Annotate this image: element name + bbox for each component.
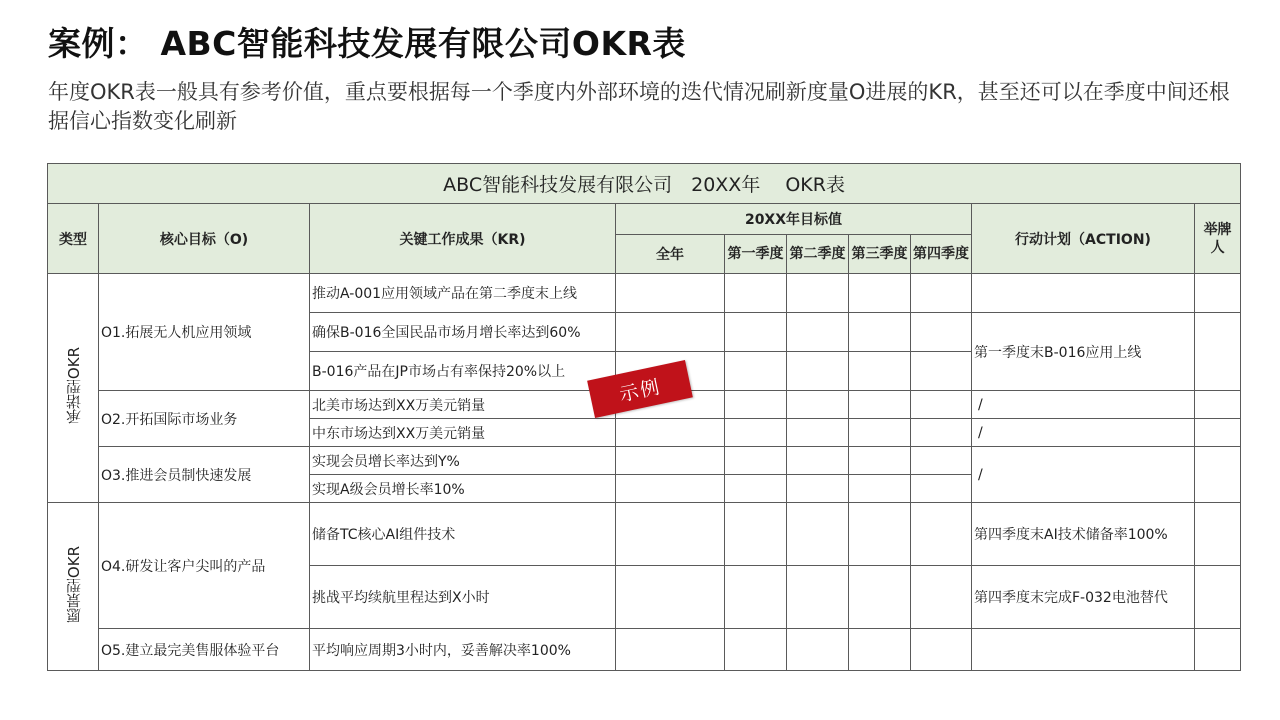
- type-cell-aspire: [48, 503, 99, 671]
- type-cell-commit: [48, 274, 99, 503]
- action-cell: /: [972, 447, 1195, 503]
- kr-cell: 实现会员增长率达到Y%: [310, 447, 616, 475]
- action-cell: /: [972, 419, 1195, 447]
- kr-cell: 平均响应周期3小时内，妥善解决率100%: [310, 629, 616, 671]
- kr-cell: B-016产品在JP市场占有率保持20%以上: [310, 352, 616, 391]
- objective-o1: O1.拓展无人机应用领域: [99, 274, 310, 391]
- action-cell: 第一季度末B-016应用上线: [972, 313, 1195, 391]
- header-type: 类型: [48, 204, 99, 274]
- header-q3: 第三季度: [849, 235, 911, 274]
- table-row: [48, 447, 1241, 475]
- kr-cell: 北美市场达到XX万美元销量: [310, 391, 616, 419]
- header-q4: 第四季度: [911, 235, 972, 274]
- table-caption: ABC智能科技发展有限公司 20XX年 OKR表: [48, 164, 1241, 204]
- action-cell: [972, 629, 1195, 671]
- okr-table: [47, 163, 1241, 671]
- kr-cell: 实现A级会员增长率10%: [310, 475, 616, 503]
- kr-cell: 中东市场达到XX万美元销量: [310, 419, 616, 447]
- header-q1: 第一季度: [725, 235, 787, 274]
- table-row: [48, 503, 1241, 566]
- objective-o3: O3.推进会员制快速发展: [99, 447, 310, 503]
- header-action: 行动计划（ACTION): [972, 204, 1195, 274]
- action-cell: [972, 274, 1195, 313]
- table-row: [48, 274, 1241, 313]
- header-owner: 举牌人: [1195, 204, 1241, 274]
- objective-o5: O5.建立最完美售服体验平台: [99, 629, 310, 671]
- kr-cell: 确保B-016全国民品市场月增长率达到60%: [310, 313, 616, 352]
- table-row: [48, 629, 1241, 671]
- kr-cell: 挑战平均续航里程达到X小时: [310, 566, 616, 629]
- owner-cell: [1195, 629, 1241, 671]
- owner-cell: [1195, 274, 1241, 313]
- page-title: 案例： ABC智能科技发展有限公司OKR表: [48, 24, 686, 63]
- owner-cell: [1195, 503, 1241, 566]
- kr-cell: 储备TC核心AI组件技术: [310, 503, 616, 566]
- owner-cell: [1195, 313, 1241, 391]
- header-objective: 核心目标（O): [99, 204, 310, 274]
- owner-cell: [1195, 447, 1241, 503]
- page-subtitle: 年度OKR表一般具有参考价值，重点要根据每一个季度内外部环境的迭代情况刷新度量O进展的KR，甚至还可以在季度中间还根据信心指数变化刷新: [48, 80, 1230, 133]
- type-label-commit: 承诺型OKR: [64, 347, 83, 425]
- owner-cell: [1195, 419, 1241, 447]
- objective-o4: O4.研发让客户尖叫的产品: [99, 503, 310, 629]
- owner-cell: [1195, 391, 1241, 419]
- example-stamp: 示例: [587, 360, 693, 418]
- kr-cell: 推动A-001应用领域产品在第二季度末上线: [310, 274, 616, 313]
- header-targets-group: 20XX年目标值: [616, 204, 972, 235]
- action-cell: /: [972, 391, 1195, 419]
- header-q2: 第二季度: [787, 235, 849, 274]
- owner-cell: [1195, 566, 1241, 629]
- header-full-year: 全年: [616, 235, 725, 274]
- type-label-aspire: 愿景型OKR: [64, 545, 83, 624]
- objective-o2: O2.开拓国际市场业务: [99, 391, 310, 447]
- action-cell: 第四季度末AI技术储备率100%: [972, 503, 1195, 566]
- action-cell: 第四季度末完成F-032电池替代: [972, 566, 1195, 629]
- header-kr: 关键工作成果（KR): [310, 204, 616, 274]
